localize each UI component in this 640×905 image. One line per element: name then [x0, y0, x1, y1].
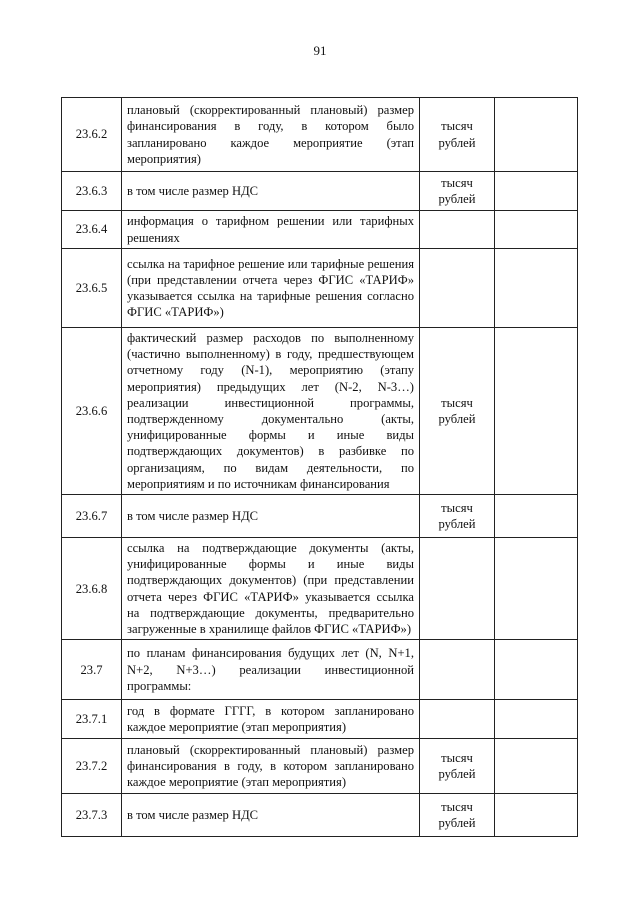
- row-value: [495, 640, 578, 700]
- row-value: [495, 172, 578, 211]
- row-unit: тысяч рублей: [420, 172, 495, 211]
- row-number: 23.6.4: [62, 211, 122, 249]
- table-row: [62, 538, 578, 640]
- row-description: плановый (скорректированный плановый) размер финансирования в году, в котором запланировано каждое мероприятие (этап мероприятия): [122, 739, 420, 794]
- row-description: ссылка на тарифное решение или тарифные решения (при представлении отчета через ФГИС «ТАРИФ» указывается ссылка на тарифные решения согласно ФГИС «ТАРИФ»): [122, 249, 420, 328]
- row-number: 23.6.3: [62, 172, 122, 211]
- row-unit: [420, 538, 495, 640]
- row-unit: тысяч рублей: [420, 328, 495, 495]
- row-value: [495, 328, 578, 495]
- table-row: [62, 495, 578, 538]
- row-value: [495, 495, 578, 538]
- row-value: [495, 211, 578, 249]
- row-unit: [420, 640, 495, 700]
- data-table: [61, 97, 578, 837]
- row-description: в том числе размер НДС: [122, 495, 420, 538]
- row-value: [495, 700, 578, 739]
- row-description: ссылка на подтверждающие документы (акты, унифицированные формы и иные виды подтверждающих документов) (при представлении отчета через ФГИС «ТАРИФ» указывается ссылка на подтверждающие документы, предварительно загруженные в хранилище файлов ФГИС «ТАРИФ»): [122, 538, 420, 640]
- row-unit: [420, 249, 495, 328]
- row-value: [495, 98, 578, 172]
- table-row: [62, 739, 578, 794]
- row-unit: [420, 700, 495, 739]
- table-row: [62, 211, 578, 249]
- row-description: год в формате ГГГГ, в котором запланировано каждое мероприятие (этап мероприятия): [122, 700, 420, 739]
- row-unit: тысяч рублей: [420, 739, 495, 794]
- row-value: [495, 739, 578, 794]
- row-number: 23.7.3: [62, 794, 122, 837]
- table-row: [62, 172, 578, 211]
- table-row: [62, 98, 578, 172]
- table-row: [62, 328, 578, 495]
- row-number: 23.7.1: [62, 700, 122, 739]
- row-unit: тысяч рублей: [420, 794, 495, 837]
- row-description: фактический размер расходов по выполненному (частично выполненному) в году, предшествующем отчетному году (N-1), мероприятию (этапу мероприятия) предыдущих лет (N-2, N-3…) реализации инвестиционной программы, подтвержденному документально (акты, унифицированные формы и иные виды подтверждающих документов) в разбивке по организациям, по видам деятельности, по мероприятиям и по источникам финансирования: [122, 328, 420, 495]
- row-unit: тысяч рублей: [420, 98, 495, 172]
- row-unit: [420, 211, 495, 249]
- table-row: [62, 794, 578, 837]
- row-description: по планам финансирования будущих лет (N, N+1, N+2, N+3…) реализации инвестиционной программы:: [122, 640, 420, 700]
- table-row: [62, 700, 578, 739]
- row-number: 23.6.5: [62, 249, 122, 328]
- row-description: информация о тарифном решении или тарифных решениях: [122, 211, 420, 249]
- table-row: [62, 249, 578, 328]
- page-number: 91: [313, 43, 327, 58]
- row-value: [495, 794, 578, 837]
- row-number: 23.7: [62, 640, 122, 700]
- row-number: 23.7.2: [62, 739, 122, 794]
- row-number: 23.6.6: [62, 328, 122, 495]
- table-row: [62, 640, 578, 700]
- row-description: в том числе размер НДС: [122, 794, 420, 837]
- row-value: [495, 538, 578, 640]
- row-description: в том числе размер НДС: [122, 172, 420, 211]
- row-description: плановый (скорректированный плановый) размер финансирования в году, в котором было запланировано каждое мероприятие (этап мероприятия): [122, 98, 420, 172]
- row-number: 23.6.8: [62, 538, 122, 640]
- row-unit: тысяч рублей: [420, 495, 495, 538]
- row-number: 23.6.2: [62, 98, 122, 172]
- row-value: [495, 249, 578, 328]
- row-number: 23.6.7: [62, 495, 122, 538]
